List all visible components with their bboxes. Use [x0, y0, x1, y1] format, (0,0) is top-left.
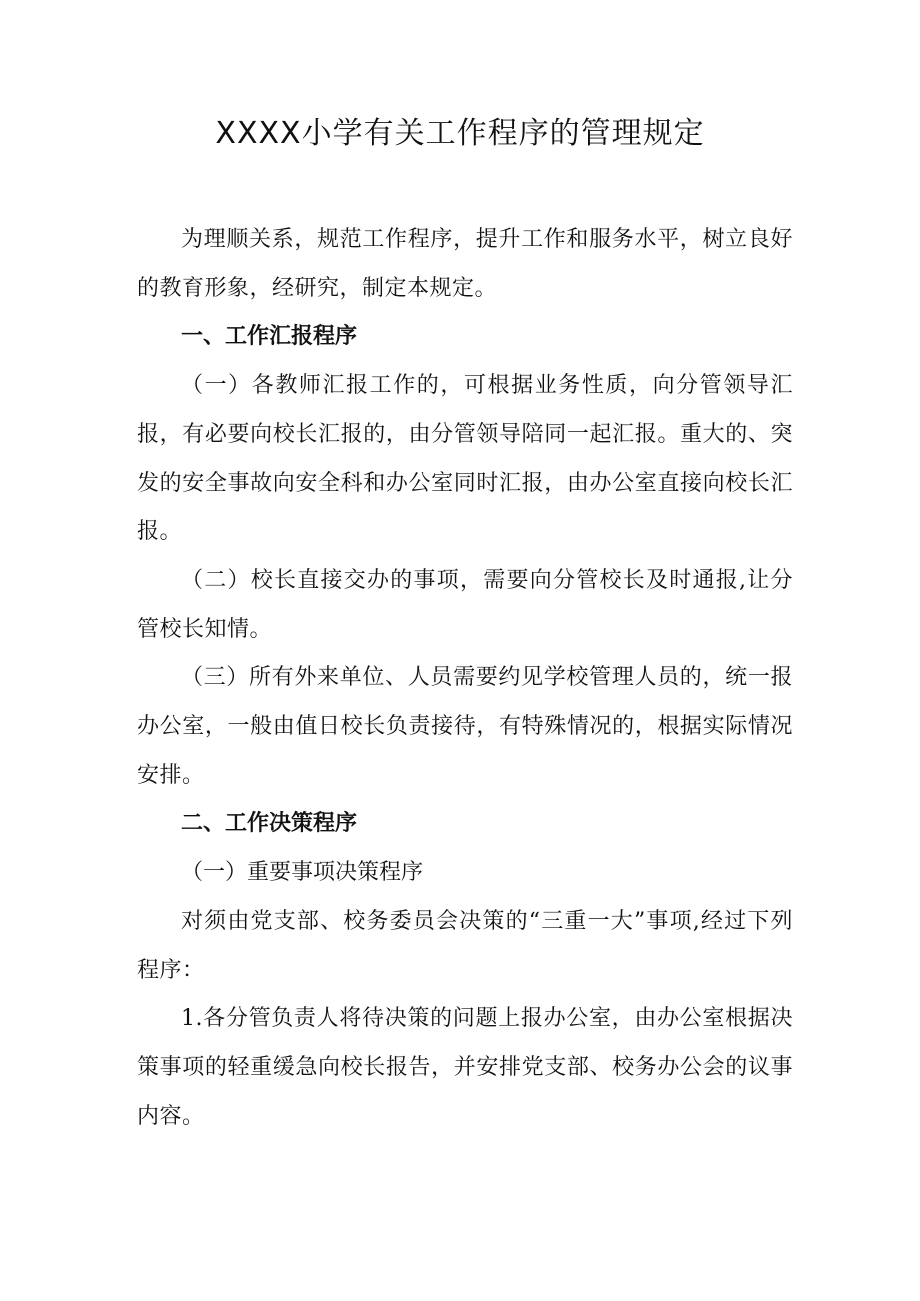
decision-paragraph-1: 对须由党支部、校务委员会决策的“三重一大”事项,经过下列程序： — [137, 908, 793, 983]
report-item-2: （二）校长直接交办的事项，需要向分管校长及时通报,让分管校长知情。 — [137, 567, 793, 642]
decision-paragraph-2: 1.各分管负责人将待决策的问题上报办公室，由办公室根据决策事项的轻重缓急向校长报告，并安排党支部、校务办公会的议事内容。 — [137, 1006, 793, 1129]
section-heading-report: 一、工作汇报程序 — [181, 324, 358, 350]
decision-subheading: （一）重要事项决策程序 — [181, 860, 424, 886]
report-item-3: （三）所有外来单位、人员需要约见学校管理人员的，统一报办公室，一般由值日校长负责接待，有特殊情况的，根据实际情况安排。 — [137, 665, 793, 788]
intro-paragraph: 为理顺关系，规范工作程序，提升工作和服务水平，树立良好的教育形象，经研究，制定本规定。 — [137, 227, 793, 301]
document-title: XXXX小学有关工作程序的管理规定 — [215, 116, 705, 151]
section-heading-decision: 二、工作决策程序 — [181, 811, 358, 837]
document-body — [137, 216, 793, 1141]
report-item-1: （一）各教师汇报工作的，可根据业务性质，向分管领导汇报，有必要向校长汇报的，由分管领导陪同一起汇报。重大的、突发的安全事故向安全科和办公室同时汇报，由办公室直接向校长汇报。 — [137, 373, 793, 545]
